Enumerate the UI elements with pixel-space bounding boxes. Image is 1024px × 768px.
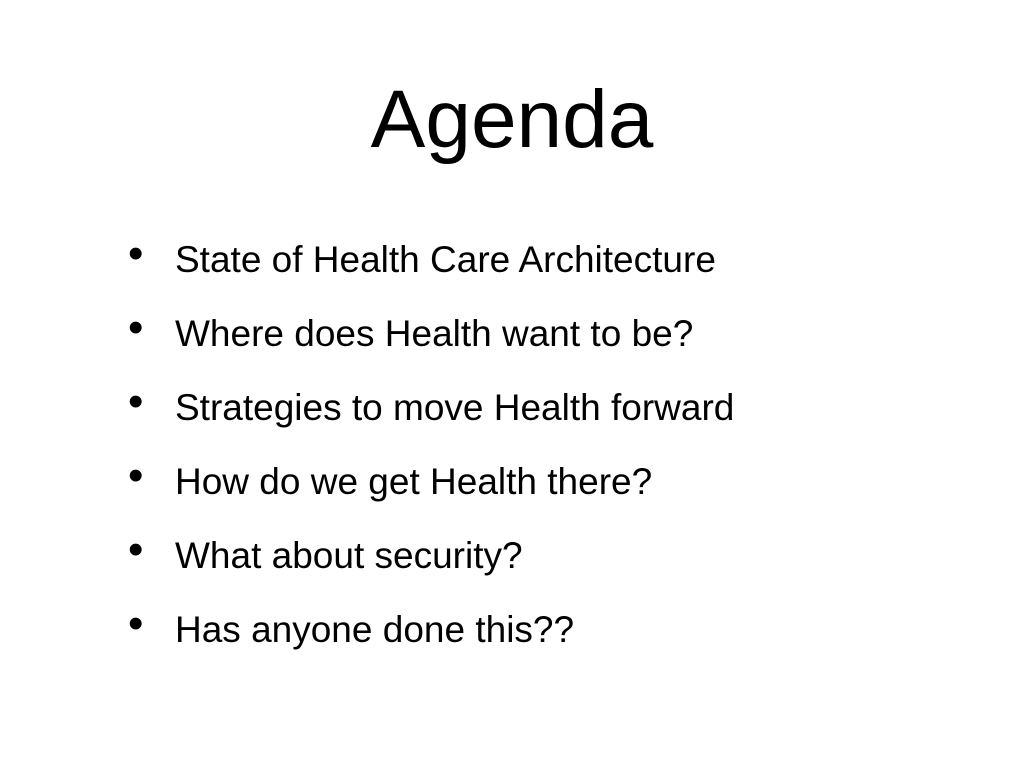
bullet-icon: • [128,451,144,500]
agenda-item [128,525,888,602]
bullet-icon: • [128,377,144,426]
bullet-icon: • [128,599,144,648]
slide-title: Agenda [370,74,654,165]
agenda-list [128,229,888,676]
agenda-item-text: Where does Health want to be? [175,313,694,354]
agenda-item [128,377,888,454]
bullet-icon: • [128,229,144,278]
agenda-item [128,451,888,528]
agenda-item-text: How do we get Health there? [175,461,653,502]
agenda-item-text: What about security? [175,535,523,576]
agenda-item-text: Has anyone done this?? [175,609,575,650]
agenda-item [128,303,888,380]
agenda-item [128,229,888,306]
agenda-item-text: State of Health Care Architecture [175,239,716,280]
agenda-item [128,599,888,676]
bullet-icon: • [128,303,144,352]
bullet-icon: • [128,525,144,574]
agenda-item-text: Strategies to move Health forward [175,387,735,428]
